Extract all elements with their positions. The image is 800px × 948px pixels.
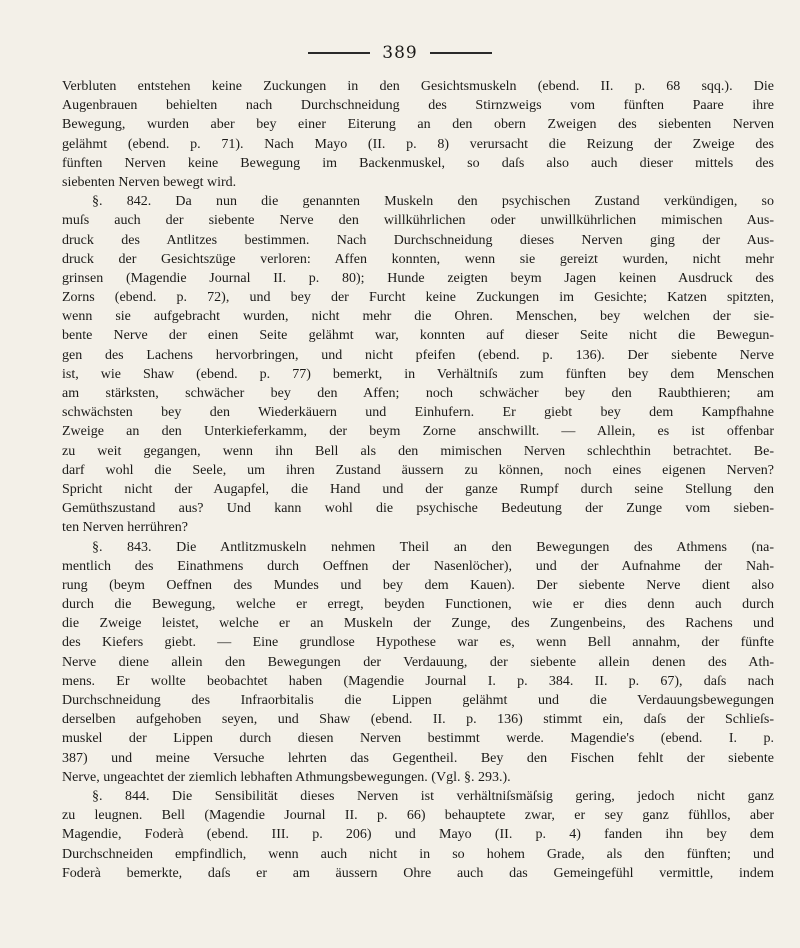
text-line: Spricht nicht der Augapfel, die Hand und der ganze Rumpf durch seine Stellung den [62,481,774,497]
text-line: Magendie, Foderà (ebend. III. p. 206) und Mayo (II. p. 4) fanden ihn bey dem [62,827,774,843]
page-number: 389 [382,43,418,63]
text-line: siebenten Nerven bewegt wird. [62,174,237,190]
text-line: mens. Er wollte beobachtet haben (Magendie Journal I. p. 384. II. p. 67), daſs nach [62,673,774,689]
text-line: zu leugnen. Bell (Magendie Journal II. p. 66) behauptete zwar, er sey ganz fühllos, aber [62,808,774,824]
text-line: §. 843. Die Antlitzmuskeln nehmen Theil an den Bewegungen des Athmens (na- [92,539,774,555]
text-line: §. 844. Die Sensibilität dieses Nerven ist verhältniſsmäſsig gering, jedoch nicht ganz [92,788,774,804]
text-line: Durchschneidung des Infraorbitalis die Lippen gelähmt und die Verdauungsbewegungen [62,693,774,708]
text-line: gen des Lachens hervorbringen, und nicht pfeifen (ebend. p. 136). Der siebente Nerve [62,347,774,363]
text-line: muſs auch der siebente Nerve den willkührlichen oder unwillkührlichen mimischen Aus- [62,213,774,229]
text-line: mentlich des Einathmens durch Oeffnen der Nasenlöcher), und der Aufnahme der Nah- [62,558,774,574]
text-line: §. 842. Da nun die genannten Muskeln den psychischen Zustand verkündigen, so [92,194,774,210]
text-line: Zorns (ebend. p. 72), und bey der Furcht keine Zuckungen im Gesichte; Katzen spitzten, [62,290,774,306]
text-line: Bewegung, wurden aber bey einer Eiterung an den obern Zweigen des siebenten Nerven [62,117,774,133]
text-line: bente Nerve der einen Seite gelähmt war, konnten auf dieser Seite nicht die Bewegun- [62,328,774,344]
text-line: ten Nerven herrühren? [62,520,188,536]
text-line: Augenbrauen behielten nach Durchschneidung des Stirnzweigs vom fünften Paare ihre [62,98,774,114]
text-line: druck des Antlitzes bestimmen. Nach Durchschneidung dieses Nerven ging der Aus- [62,232,774,248]
text-line: ist, wie Shaw (ebend. p. 77) bemerkt, in Verhältniſs zum fünften bey dem Menschen [62,366,774,382]
text-line: grinsen (Magendie Journal II. p. 80); Hunde zeigten beym Jagen keinen Ausdruck des [62,270,774,286]
text-line: gelähmt (ebend. p. 71). Nach Mayo (II. p. 8) verursacht die Reizung der Zweige des [62,136,774,152]
text-line: derselben aufgehoben seyen, und Shaw (ebend. II. p. 136) stimmt ein, daſs der Schlieſs- [62,712,774,728]
text-line: druck der Gesichtszüge verloren: Affen konnten, wenn sie gereizt wurden, nicht mehr [62,251,774,267]
text-line: des Kiefers giebt. — Eine grundlose Hypothese war es, wenn Bell annahm, der fünfte [62,635,774,651]
text-line: Verbluten entstehen keine Zuckungen in den Gesichtsmuskeln (ebend. II. p. 68 sqq.). Die [62,79,774,94]
text-line: rung (beym Oeffnen des Mundes und bey dem Kauen). Der siebente Nerve dient also [62,577,774,593]
text-line: 387) und meine Versuche lehrten das Gegentheil. Bey den Fischen fehlt der siebente [62,750,774,766]
page-header [0,40,800,66]
text-line: wenn sie aufgebracht wurden, nicht mehr die Ohren. Menschen, bey welchen der sie- [62,309,774,325]
text-line: Zweige an den Unterkieferkamm, der beym Zorne anschwillt. — Allein, es ist offenbar [62,424,774,440]
text-line: muskel der Lippen durch diesen Nerven bestimmt werde. Magendie's (ebend. I. p. [62,731,774,747]
text-line: Gemüthszustand aus? Und kann wohl die psychische Bedeutung der Zunge vom sieben- [62,501,774,517]
text-line: Foderà bemerkte, daſs er am äussern Ohre auch das Gemeingefühl vermittle, indem [62,865,774,881]
text-line: schwächsten bey den Wiederkäuern und Einhufern. Er giebt bey dem Kampfhahne [62,405,774,421]
text-line: zu weit gegangen, wenn ihn Bell als den mimischen Nerven schlechthin betrachtet. Be- [62,443,774,459]
text-line: darf wohl die Seele, um ihren Zustand äussern zu können, noch eines eigenen Nerven? [62,462,774,478]
header-rule-left [308,52,370,53]
header-rule-right [430,52,492,53]
text-line: am stärksten, schwächer bey den Affen; noch schwächer bey den Raubthieren; am [62,386,774,401]
text-line: fünften Nerven keine Bewegung im Backenmuskel, so daſs also auch dieser mittels des [62,155,774,171]
text-line: Nerve, ungeachtet der ziemlich lebhaften Athmungsbewegungen. (Vgl. §. 293.). [62,769,511,785]
text-line: die Zweige leistet, welche er an Muskeln der Zunge, des Zungenbeins, des Rachens und [62,616,774,632]
text-line: Nerve diene allein den Bewegungen der Verdauung, der siebente allein denen des Ath- [62,654,774,670]
text-line: durch die Bewegung, welche er erregt, beyden Functionen, wie er dies denn auch durch [62,597,774,613]
text-line: Durchschneiden empfindlich, wenn auch nicht in so hohem Grade, als den fünften; und [62,846,774,862]
body-text [62,77,774,883]
